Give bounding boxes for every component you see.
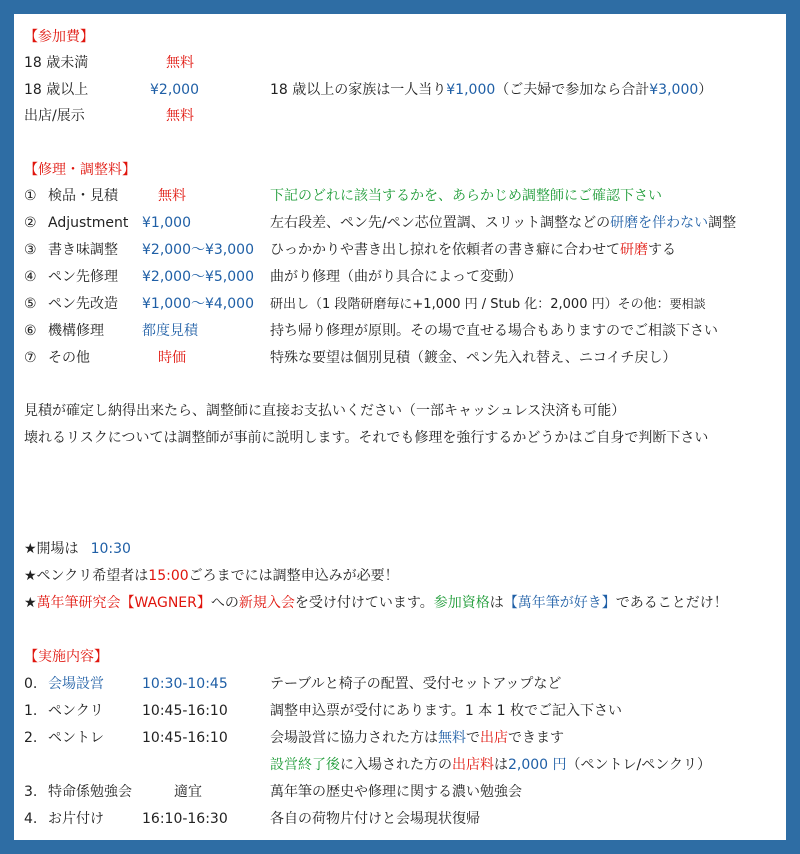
fee-value-over18: ¥2,000 — [150, 82, 199, 98]
open-time-label: ★開場は — [24, 541, 79, 557]
club-new-member: 新規入会 — [238, 595, 295, 611]
repair-num-6: ⑥ — [24, 323, 37, 339]
repair-num-5: ⑤ — [24, 296, 37, 312]
pencli-deadline-a: ★ペンクリ希望者は — [24, 568, 149, 584]
repair-value-1: 無料 — [158, 188, 186, 204]
repair-label-5: ペン先改造 — [48, 296, 118, 312]
schedule-desc-0: テーブルと椅子の配置、受付セットアップなど — [270, 676, 562, 692]
repair-label-6: 機構修理 — [48, 323, 104, 339]
schedule-desc-2-e: できます — [508, 730, 564, 746]
schedule-extra-note — [270, 756, 711, 774]
repair-value-3: ¥2,000～¥3,000 — [142, 242, 254, 258]
repair-label-4: ペン先修理 — [48, 269, 118, 285]
repair-desc-5-b: 要相談 — [669, 297, 706, 311]
repair-desc-2-b: 研磨を伴わない — [610, 215, 709, 231]
pencli-deadline-b: ごろまでには調整申込みが必要！ — [188, 568, 399, 584]
club-f: は — [489, 595, 504, 611]
repair-desc-3-b: 研磨 — [620, 242, 648, 258]
repair-num-4: ④ — [24, 269, 37, 285]
fee-couple-price: ¥3,000 — [649, 82, 699, 98]
open-time-value: 10:30 — [90, 541, 131, 557]
fee-heading: 【参加費】 — [24, 29, 94, 45]
fee-family-price: ¥1,000 — [446, 82, 496, 98]
schedule-desc-2-a: 会場設営に協力された方は — [270, 730, 438, 746]
schedule-num-2: 2. — [24, 730, 38, 746]
fee-family-note — [270, 81, 712, 99]
repair-desc-2 — [270, 214, 736, 232]
schedule-desc-3: 萬年筆の歴史や修理に関する濃い勉強会 — [270, 784, 522, 800]
fee-family-note-e: ） — [698, 82, 713, 98]
schedule-extra-f: （ペントレ/ペンクリ） — [566, 757, 711, 773]
repair-desc-7: 特殊な要望は個別見積（鍍金、ペン先入れ替え、ニコイチ戻し） — [270, 350, 677, 366]
schedule-desc-2-c: で — [466, 730, 480, 746]
repair-desc-3-a: ひっかかりや書き出し掠れを依頼者の書き癖に合わせて — [270, 242, 620, 258]
pencli-deadline-time: 15:00 — [148, 568, 189, 584]
repair-note-risk: 壊れるリスクについては調整師が事前に説明します。それでも修理を強行するかどうかはご自身で判断下さい — [24, 430, 709, 446]
fee-label-exhibit: 出店/展示 — [24, 108, 85, 124]
schedule-label-1: ペンクリ — [48, 703, 104, 719]
fee-value-under18: 無料 — [166, 55, 194, 71]
repair-desc-5-a: 研出し（1 段階研磨毎に+1,000 円 / Stub 化：2,000 円）その他： — [270, 297, 670, 312]
fee-label-over18: 18 歳以上 — [24, 82, 89, 98]
schedule-num-3: 3. — [24, 784, 38, 800]
schedule-label-0: 会場設営 — [48, 676, 104, 692]
repair-value-2: ¥1,000 — [142, 215, 191, 231]
repair-note-payment: 見積が確定し納得出来たら、調整師に直接お支払いください（一部キャッシュレス決済も可能） — [24, 403, 626, 419]
club-love-pens: 【萬年筆が好き】 — [503, 595, 616, 611]
fee-family-note-c: （ご夫婦で参加なら合計 — [495, 82, 650, 98]
repair-num-3: ③ — [24, 242, 37, 258]
schedule-label-3: 特命係勉強会 — [48, 784, 132, 800]
fee-family-note-a: 18 歳以上の家族は一人当り — [270, 82, 447, 98]
repair-desc-5 — [270, 295, 706, 314]
schedule-extra-shop-fee: 出店料 — [452, 757, 494, 773]
schedule-time-4: 16:10-16:30 — [142, 811, 228, 827]
repair-desc-3-c: する — [648, 242, 676, 258]
repair-desc-3 — [270, 241, 676, 259]
schedule-desc-1: 調整申込票が受付にあります。1 本 1 枚でご記入下さい — [270, 703, 623, 719]
club-recruit-line — [24, 594, 728, 612]
schedule-time-0: 10:30-10:45 — [142, 676, 228, 692]
open-time-line — [24, 540, 131, 558]
repair-label-7: その他 — [48, 350, 90, 366]
schedule-heading: 【実施内容】 — [24, 649, 108, 665]
schedule-num-1: 1. — [24, 703, 38, 719]
schedule-label-4: お片付け — [48, 811, 104, 827]
repair-value-5: ¥1,000～¥4,000 — [142, 296, 254, 312]
schedule-extra-after-setup: 設営終了後 — [270, 757, 340, 773]
schedule-num-4: 4. — [24, 811, 38, 827]
repair-heading: 【修理・調整料】 — [24, 162, 136, 178]
schedule-label-2: ペントレ — [48, 730, 104, 746]
club-h: であることだけ！ — [615, 595, 728, 611]
schedule-time-1: 10:45-16:10 — [142, 703, 228, 719]
repair-label-1: 検品・見積 — [48, 188, 118, 204]
repair-desc-2-c: 調整 — [708, 215, 737, 231]
schedule-num-0: 0. — [24, 676, 38, 692]
club-qualification: 参加資格 — [433, 595, 490, 611]
schedule-time-2: 10:45-16:10 — [142, 730, 228, 746]
schedule-desc-2-free: 無料 — [438, 730, 466, 746]
schedule-desc-2 — [270, 729, 564, 747]
repair-value-6: 都度見積 — [142, 323, 198, 339]
repair-num-1: ① — [24, 188, 37, 204]
repair-label-2: Adjustment — [48, 215, 129, 231]
club-a: ★ — [24, 595, 37, 611]
repair-label-3: 書き味調整 — [48, 242, 118, 258]
repair-num-2: ② — [24, 215, 37, 231]
schedule-desc-2-shop: 出店 — [480, 730, 508, 746]
repair-desc-1: 下記のどれに該当するかを、あらかじめ調整師にご確認下さい — [270, 188, 662, 204]
schedule-extra-d: は — [494, 757, 508, 773]
schedule-time-3: 適宜 — [174, 784, 202, 800]
schedule-desc-4: 各自の荷物片付けと会場現状復帰 — [270, 811, 480, 827]
club-d: を受け付けています。 — [294, 595, 434, 611]
pencli-deadline-line — [24, 567, 399, 585]
schedule-extra-price: 2,000 円 — [508, 757, 567, 773]
repair-num-7: ⑦ — [24, 350, 37, 366]
club-b: への — [210, 595, 239, 611]
fee-value-exhibit: 無料 — [166, 108, 194, 124]
club-name: 萬年筆研究会【WAGNER】 — [36, 595, 211, 611]
schedule-extra-b: に入場された方の — [340, 757, 452, 773]
repair-desc-4: 曲がり修理（曲がり具合によって変動） — [270, 269, 522, 285]
fee-label-under18: 18 歳未満 — [24, 55, 89, 71]
repair-value-4: ¥2,000～¥5,000 — [142, 269, 254, 285]
repair-value-7: 時価 — [158, 350, 186, 366]
repair-desc-2-a: 左右段差、ペン先/ペン芯位置調、スリット調整などの — [270, 215, 611, 231]
repair-desc-6: 持ち帰り修理が原則。その場で直せる場合もありますのでご相談下さい — [270, 323, 718, 339]
